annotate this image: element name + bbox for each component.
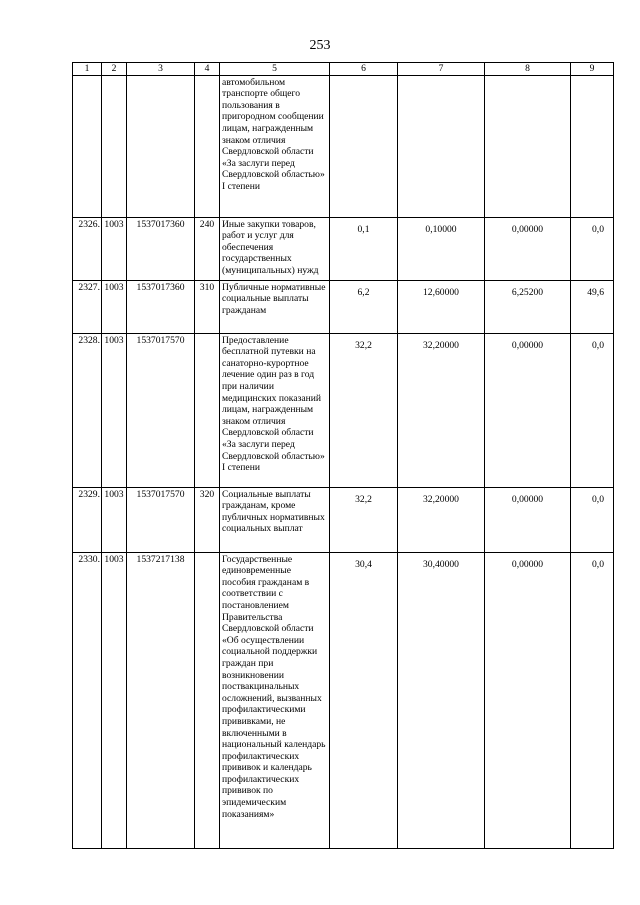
- column-header: 3: [127, 63, 195, 76]
- section-code: 1003: [102, 333, 127, 487]
- row-number: 2326.: [73, 217, 102, 280]
- item-name: Иные закупки товаров, работ и услуг для обеспечения государственных (муниципальных) нужд: [220, 217, 330, 280]
- value-col9: 0,0: [571, 333, 614, 487]
- column-header: 6: [330, 63, 398, 76]
- column-header: 7: [398, 63, 485, 76]
- value-col7: 0,10000: [398, 217, 485, 280]
- section-code: [102, 75, 127, 217]
- expense-type: 320: [195, 487, 220, 552]
- expense-type: [195, 552, 220, 848]
- target-code: 1537017360: [127, 280, 195, 333]
- value-col6: 32,2: [330, 333, 398, 487]
- expense-type: [195, 333, 220, 487]
- value-col7: 12,60000: [398, 280, 485, 333]
- table-row: [73, 75, 614, 217]
- section-code: 1003: [102, 552, 127, 848]
- table-row: [73, 487, 614, 552]
- value-col6: 30,4: [330, 552, 398, 848]
- value-col6: 0,1: [330, 217, 398, 280]
- value-col6: [330, 75, 398, 217]
- value-col8: 0,00000: [485, 487, 571, 552]
- table-row: [73, 333, 614, 487]
- header-row: [73, 63, 614, 76]
- section-code: 1003: [102, 217, 127, 280]
- item-name: Государственные единовременные пособия гражданам в соответствии с постановлением Правительства Свердловской области «Об осуществлении социальной поддержки граждан при возникновении поствакцинальных осложнений, вызванных профилактическими прививками, не включенными в национальный календарь профилактических прививок и календарь профилактических прививок по эпидемическим показаниям»: [220, 552, 330, 848]
- value-col9: 49,6: [571, 280, 614, 333]
- item-name: автомобильном транспорте общего пользования в пригородном сообщении лицам, награжденным знаком отличия Свердловской области «За заслуги перед Свердловской областью» I степени: [220, 75, 330, 217]
- value-col7: 32,20000: [398, 333, 485, 487]
- expense-type: 310: [195, 280, 220, 333]
- table-row: [73, 280, 614, 333]
- value-col7: 32,20000: [398, 487, 485, 552]
- value-col7: [398, 75, 485, 217]
- value-col9: [571, 75, 614, 217]
- column-header: 5: [220, 63, 330, 76]
- column-header: 8: [485, 63, 571, 76]
- value-col9: 0,0: [571, 487, 614, 552]
- expense-type: 240: [195, 217, 220, 280]
- value-col7: 30,40000: [398, 552, 485, 848]
- column-header: 9: [571, 63, 614, 76]
- row-number: 2329.: [73, 487, 102, 552]
- value-col8: [485, 75, 571, 217]
- row-number: 2328.: [73, 333, 102, 487]
- column-header: 4: [195, 63, 220, 76]
- row-number: [73, 75, 102, 217]
- budget-table: [72, 62, 614, 849]
- value-col6: 32,2: [330, 487, 398, 552]
- row-number: 2327.: [73, 280, 102, 333]
- page-number: 253: [309, 38, 331, 53]
- target-code: [127, 75, 195, 217]
- table-row: [73, 217, 614, 280]
- target-code: 1537017570: [127, 487, 195, 552]
- value-col8: 0,00000: [485, 217, 571, 280]
- value-col9: 0,0: [571, 552, 614, 848]
- item-name: Публичные нормативные социальные выплаты гражданам: [220, 280, 330, 333]
- item-name: Предоставление бесплатной путевки на санаторно-курортное лечение один раз в год при наличии медицинских показаний лицам, награжденным знаком отличия Свердловской области «За заслуги перед Свердловской областью» I степени: [220, 333, 330, 487]
- value-col6: 6,2: [330, 280, 398, 333]
- value-col9: 0,0: [571, 217, 614, 280]
- value-col8: 0,00000: [485, 333, 571, 487]
- section-code: 1003: [102, 487, 127, 552]
- column-header: 1: [73, 63, 102, 76]
- table-row: [73, 552, 614, 848]
- column-header: 2: [102, 63, 127, 76]
- target-code: 1537017360: [127, 217, 195, 280]
- value-col8: 0,00000: [485, 552, 571, 848]
- target-code: 1537217138: [127, 552, 195, 848]
- row-number: 2330.: [73, 552, 102, 848]
- section-code: 1003: [102, 280, 127, 333]
- value-col8: 6,25200: [485, 280, 571, 333]
- item-name: Социальные выплаты гражданам, кроме публичных нормативных социальных выплат: [220, 487, 330, 552]
- target-code: 1537017570: [127, 333, 195, 487]
- expense-type: [195, 75, 220, 217]
